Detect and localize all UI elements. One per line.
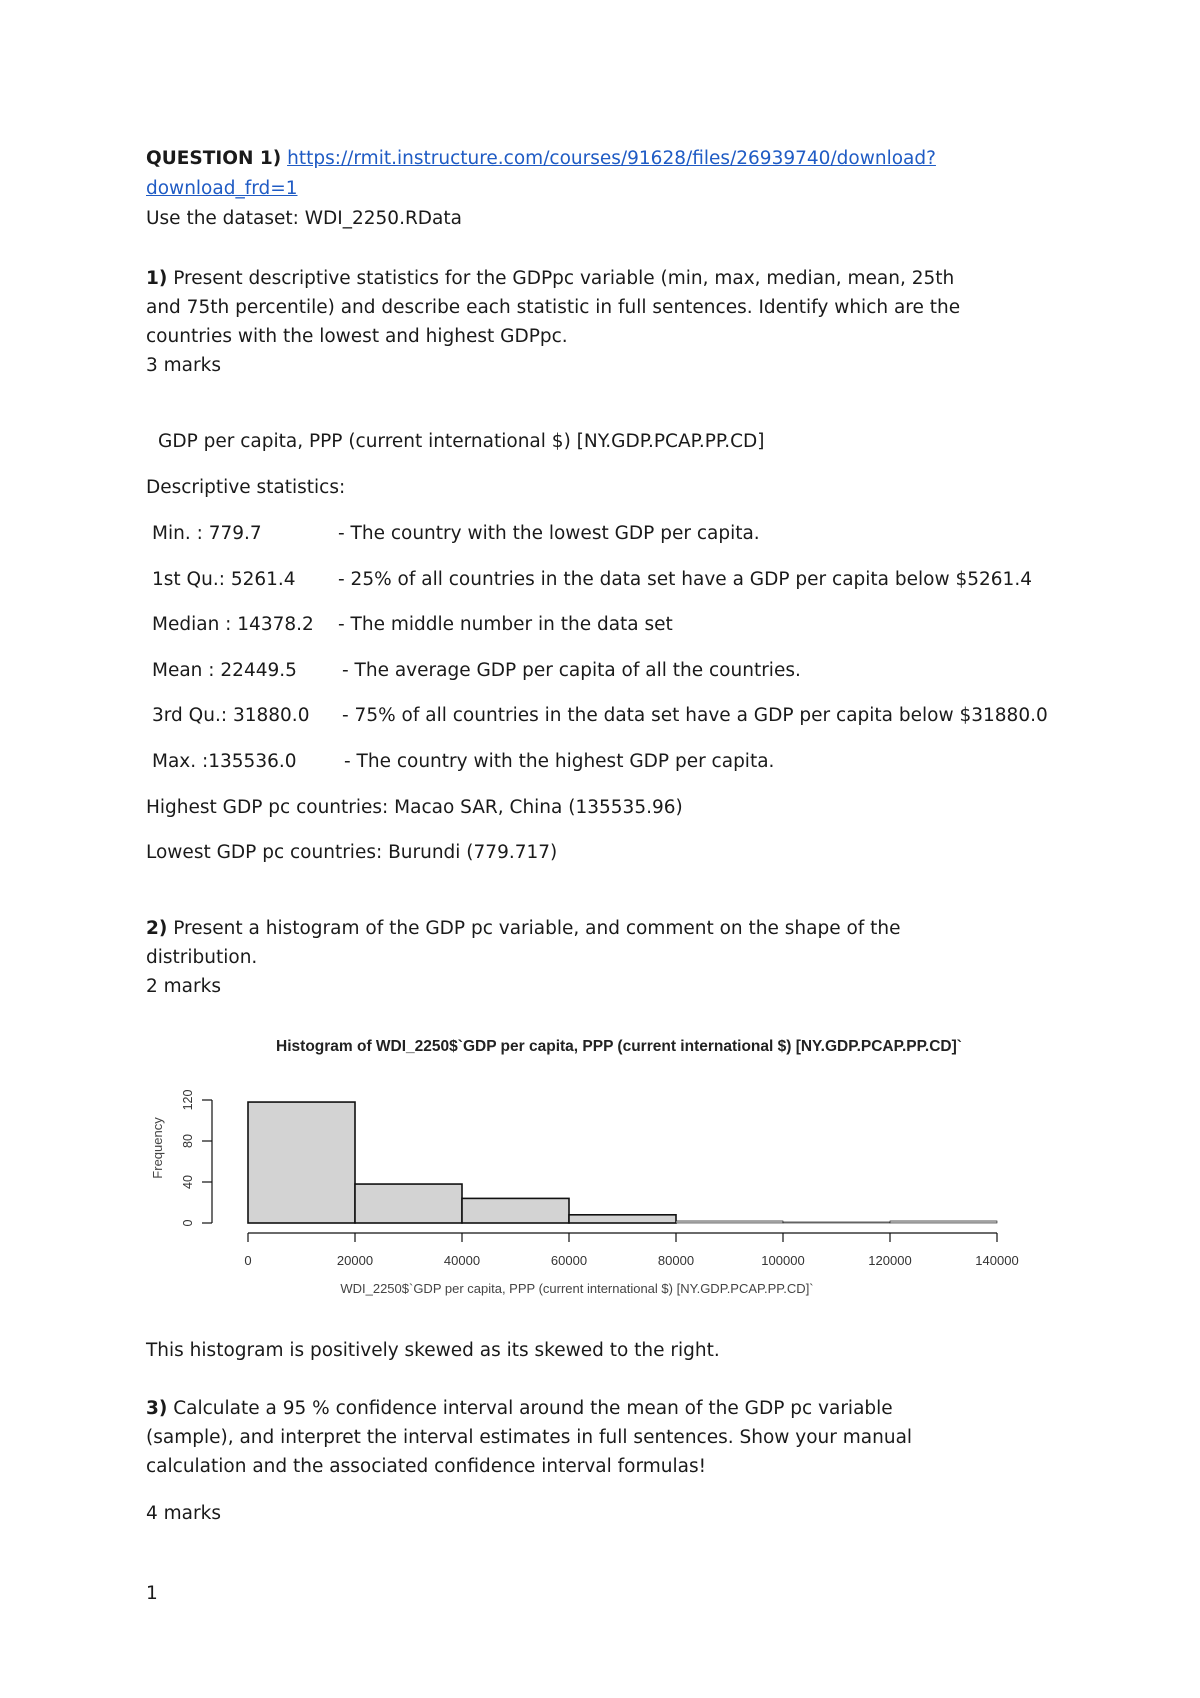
histogram-bar-6 <box>890 1221 997 1223</box>
q1-marks: 3 marks <box>146 355 221 376</box>
descriptive-stats-title: Descriptive statistics: <box>146 477 346 498</box>
stat-desc-max: - The country with the highest GDP per capita. <box>344 751 775 772</box>
q2-line-2: distribution. <box>146 947 258 968</box>
lowest-gdp-countries: Lowest GDP pc countries: Burundi (779.717) <box>146 842 558 863</box>
q3-line-3: calculation and the associated confidence interval formulas! <box>146 1456 707 1477</box>
x-tick-label-7: 140000 <box>975 1253 1019 1268</box>
y-tick-label-3: 120 <box>181 1089 195 1111</box>
y-tick-label-2: 80 <box>181 1134 195 1148</box>
gdp-histogram <box>140 1028 1040 1298</box>
stat-label-max: Max. :135536.0 <box>152 751 297 772</box>
stat-label-median: Median : 14378.2 <box>152 614 314 635</box>
q2-line-1 <box>146 920 901 939</box>
x-tick-label-2: 40000 <box>443 1253 481 1268</box>
histogram-bar-1 <box>355 1184 462 1223</box>
histogram-y-axis <box>181 1090 212 1227</box>
q3-marks: 4 marks <box>146 1503 221 1524</box>
stat-label-min: Min. : 779.7 <box>152 523 262 544</box>
histogram-bar-0 <box>248 1102 355 1223</box>
stat-desc-mean: - The average GDP per capita of all the countries. <box>342 660 801 681</box>
highest-gdp-countries: Highest GDP pc countries: Macao SAR, China (135535.96) <box>146 797 683 818</box>
x-tick-label-3: 60000 <box>550 1253 588 1268</box>
course-file-link[interactable]: https://rmit.instructure.com/courses/91628/files/26939740/download? <box>287 148 936 169</box>
x-tick-label-0: 0 <box>244 1253 252 1268</box>
q1-text-1: Present descriptive statistics for the GDPpc variable (min, max, median, mean, 25th <box>167 268 955 289</box>
q1-line-2: and 75th percentile) and describe each statistic in full sentences. Identify which are the <box>146 297 961 318</box>
histogram-bars <box>248 1102 997 1223</box>
x-tick-label-6: 120000 <box>868 1253 912 1268</box>
histogram-bar-3 <box>569 1215 676 1223</box>
stat-desc-q3: - 75% of all countries in the data set have a GDP per capita below $31880.0 <box>342 705 1048 726</box>
q1-number: 1) <box>146 268 168 289</box>
histogram-x-label: WDI_2250$`GDP per capita, PPP (current international $) [NY.GDP.PCAP.PP.CD]` <box>340 1281 814 1296</box>
x-tick-label-4: 80000 <box>657 1253 695 1268</box>
q3-line-2: (sample), and interpret the interval estimates in full sentences. Show your manual <box>146 1427 913 1448</box>
stat-label-mean: Mean : 22449.5 <box>152 660 297 681</box>
question-heading-line <box>146 150 936 169</box>
q3-number: 3) <box>146 1398 168 1419</box>
dataset-note: Use the dataset: WDI_2250.RData <box>146 208 462 229</box>
question-heading: QUESTION 1) <box>146 148 282 169</box>
y-tick-label-1: 40 <box>181 1175 195 1189</box>
histogram-title: Histogram of WDI_2250$`GDP per capita, PPP (current international $) [NY.GDP.PCAP.PP.CD]` <box>276 1038 962 1055</box>
y-tick-label-0: 0 <box>181 1219 195 1227</box>
stat-desc-min: - The country with the lowest GDP per capita. <box>338 523 760 544</box>
course-file-link-continued[interactable]: download_frd=1 <box>146 178 298 199</box>
histogram-x-axis <box>244 1233 1018 1268</box>
q2-number: 2) <box>146 918 168 939</box>
page-number: 1 <box>146 1583 158 1604</box>
histogram-bar-2 <box>462 1198 569 1223</box>
q3-line-1 <box>146 1400 893 1419</box>
q1-line-3: countries with the lowest and highest GDPpc. <box>146 326 568 347</box>
histogram-bar-5 <box>783 1222 890 1223</box>
stat-desc-median: - The middle number in the data set <box>338 614 673 635</box>
stat-label-q3: 3rd Qu.: 31880.0 <box>152 705 310 726</box>
x-tick-label-5: 100000 <box>761 1253 805 1268</box>
stat-desc-q1: - 25% of all countries in the data set have a GDP per capita below $5261.4 <box>338 569 1032 590</box>
q2-text-1: Present a histogram of the GDP pc variable, and comment on the shape of the <box>167 918 901 939</box>
q3-text-1: Calculate a 95 % confidence interval around the mean of the GDP pc variable <box>167 1398 893 1419</box>
variable-name: GDP per capita, PPP (current international $) [NY.GDP.PCAP.PP.CD] <box>158 431 765 452</box>
x-tick-label-1: 20000 <box>336 1253 374 1268</box>
q1-line-1 <box>146 270 954 289</box>
histogram-bar-4 <box>676 1221 783 1223</box>
histogram-comment: This histogram is positively skewed as its skewed to the right. <box>146 1340 720 1361</box>
histogram-y-label: Frequency <box>150 1117 165 1179</box>
q2-marks: 2 marks <box>146 976 221 997</box>
stat-label-q1: 1st Qu.: 5261.4 <box>152 569 296 590</box>
